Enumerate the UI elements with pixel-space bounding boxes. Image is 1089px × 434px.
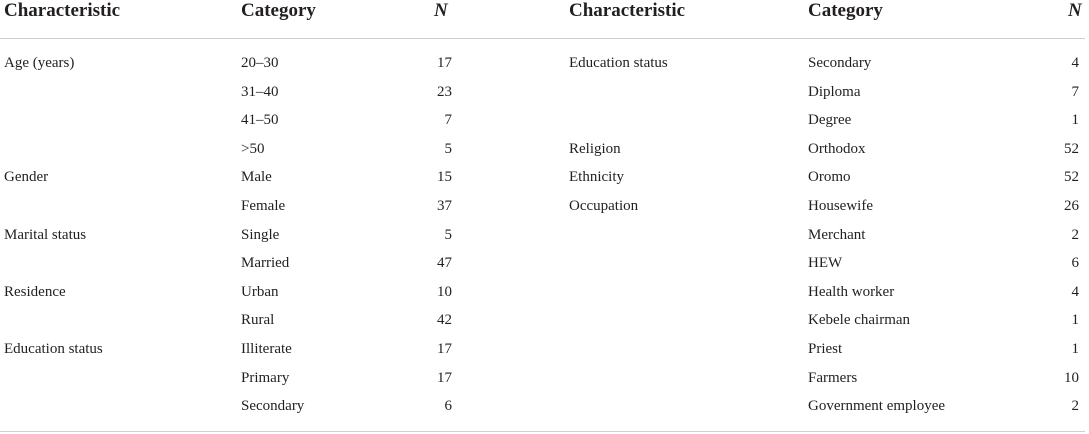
count-cell: 10 — [1064, 370, 1079, 386]
header-n-left: N — [434, 0, 448, 21]
count-cell: 7 — [1071, 84, 1079, 100]
count-cell: 17 — [437, 55, 452, 71]
category-cell: Housewife — [808, 198, 873, 214]
count-cell: 15 — [437, 169, 452, 185]
count-cell: 1 — [1071, 112, 1079, 128]
count-cell: 17 — [437, 370, 452, 386]
count-cell: 6 — [1071, 255, 1079, 271]
characteristic-cell: Education status — [569, 55, 668, 71]
characteristic-cell: Age (years) — [4, 55, 75, 71]
count-cell: 2 — [1071, 227, 1079, 243]
count-cell: 1 — [1071, 341, 1079, 357]
category-cell: 31–40 — [241, 84, 279, 100]
category-cell: Primary — [241, 370, 290, 386]
count-cell: 1 — [1071, 312, 1079, 328]
count-cell: 7 — [444, 112, 452, 128]
characteristic-cell: Religion — [569, 141, 621, 157]
characteristic-cell: Ethnicity — [569, 169, 624, 185]
count-cell: 42 — [437, 312, 452, 328]
count-cell: 10 — [437, 284, 452, 300]
category-cell: Rural — [241, 312, 275, 328]
count-cell: 6 — [444, 398, 452, 414]
header-n-right: N — [1068, 0, 1082, 21]
count-cell: 47 — [437, 255, 452, 271]
characteristic-cell: Occupation — [569, 198, 639, 214]
count-cell: 52 — [1064, 169, 1079, 185]
category-cell: Secondary — [241, 398, 305, 414]
category-cell: HEW — [808, 255, 843, 271]
category-cell: Oromo — [808, 169, 851, 185]
category-cell: Health worker — [808, 284, 895, 300]
category-cell: Female — [241, 198, 286, 214]
header-category-right: Category — [808, 0, 883, 21]
count-cell: 4 — [1071, 55, 1079, 71]
characteristic-cell: Education status — [4, 341, 103, 357]
category-cell: Kebele chairman — [808, 312, 911, 328]
count-cell: 5 — [444, 141, 452, 157]
header-divider — [0, 38, 1085, 39]
category-cell: Merchant — [808, 227, 866, 243]
category-cell: Degree — [808, 112, 852, 128]
category-cell: Government employee — [808, 398, 946, 414]
category-cell: Farmers — [808, 370, 858, 386]
header-characteristic-left: Characteristic — [4, 0, 121, 21]
count-cell: 52 — [1064, 141, 1079, 157]
category-cell: Secondary — [808, 55, 872, 71]
category-cell: Urban — [241, 284, 279, 300]
count-cell: 2 — [1071, 398, 1079, 414]
characteristic-cell: Gender — [4, 169, 49, 185]
header-characteristic-right: Characteristic — [569, 0, 686, 21]
count-cell: 37 — [437, 198, 452, 214]
characteristic-cell: Residence — [4, 284, 66, 300]
characteristic-cell: Marital status — [4, 227, 87, 243]
category-cell: Male — [241, 169, 272, 185]
category-cell: 20–30 — [241, 55, 279, 71]
count-cell: 5 — [444, 227, 452, 243]
category-cell: Priest — [808, 341, 843, 357]
category-cell: Single — [241, 227, 280, 243]
category-cell: Married — [241, 255, 290, 271]
count-cell: 23 — [437, 84, 452, 100]
category-cell: 41–50 — [241, 112, 279, 128]
header-category-left: Category — [241, 0, 316, 21]
category-cell: Orthodox — [808, 141, 866, 157]
count-cell: 17 — [437, 341, 452, 357]
count-cell: 4 — [1071, 284, 1079, 300]
table-bottom-rule — [0, 431, 1085, 432]
category-cell: Illiterate — [241, 341, 292, 357]
count-cell: 26 — [1064, 198, 1079, 214]
category-cell: Diploma — [808, 84, 861, 100]
category-cell: >50 — [241, 141, 265, 157]
